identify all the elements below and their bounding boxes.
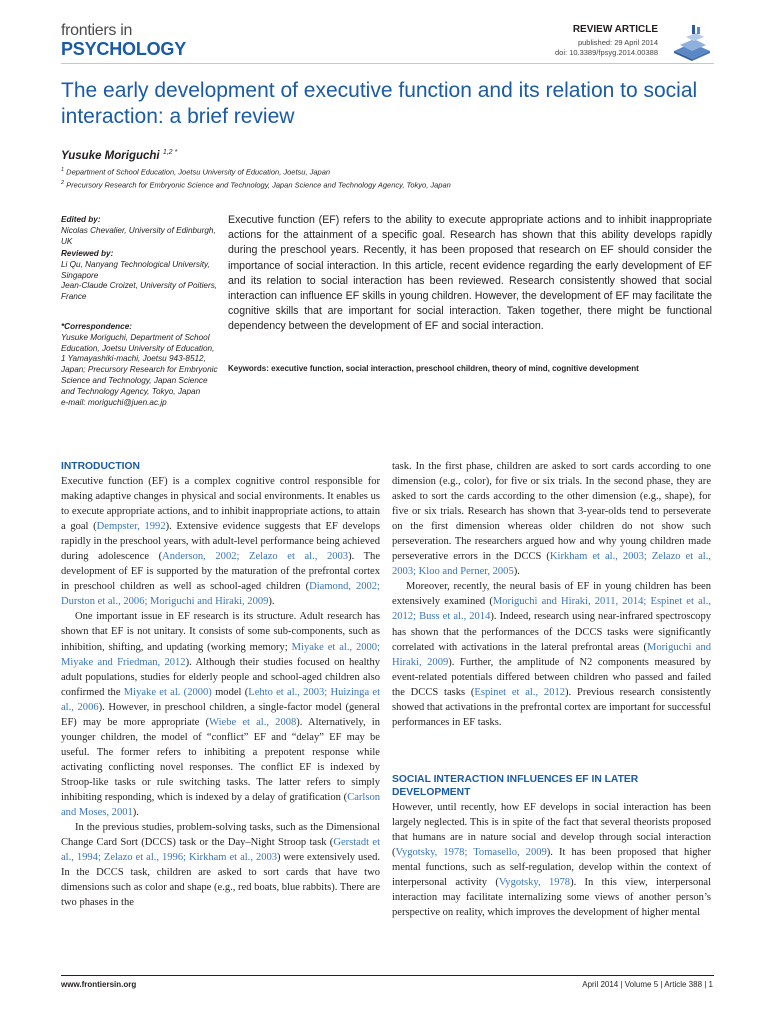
publication-info <box>555 38 658 58</box>
journal-url[interactable]: www.frontiersin.org <box>61 980 137 989</box>
affiliation-1: $^1$ Department of School Education, Joetsu University of Education, Joetsu, Japan <box>61 167 331 177</box>
body-column-left: Executive function (EF) is a complex cognitive control responsible for making adaptive changes in physical and social environments. It enables us to execute appropriate actions, and to inhibit inappropriate actions, to attain a goal (Dempster, 1992). Extensive evidence suggests that EF develops rapidly in the preschool years, with adult-level performance being achieved during adolescence (Anderson, 2002; Zelazo et al., 2003). The development of EF is supported by the maturation of the prefrontal cortex in preschool children as well as school-aged children (Diamond, 2002; Durston et al., 2006; Moriguchi and Hiraki, 2009). One important issue in EF research is its structure. Adult research has shown that EF is not unitary. It consists of some sub-components, such as inhibition, shifting, and updating (working memory; Miyake et al., 2000; Miyake and Friedman, 2012). Although their studies focused on healthy adult populations, studies for elderly people and school-aged children also confirmed the Miyake et al. (2000) model (Lehto et al., 2003; Huizinga et al., 2006). However, in preschool children, a single-factor model (general EF) may be more appropriate (Wiebe et al., 2008). Alternatively, in younger children, the model of “conflict” EF and “delay” EF may be useful. The former refers to inhibiting a prepotent response while activating conflicting novel responses. The conflict EF is indexed by Stroop-like tasks or rule switching tasks. The latter refers to simply inhibiting responding, which is indexed by a delay of gratification (Carlson and Moses, 2001). In the previous studies, problem-solving tasks, such as the Dimensional Change Card Sort (DCCS) task or the Day–Night Stroop task (Gerstadt et al., 1994; Zelazo et al., 1996; Kirkham et al., 2003) were extensively used. In the DCCS task, children are asked to sort cards that have two dimensions such as color and shape (e.g., red boats, blue rabbits). There are two phases in the <box>61 476 381 909</box>
header-divider <box>61 63 714 64</box>
article-title: The early development of executive function and its relation to social interaction: a brief review <box>61 79 698 128</box>
affiliation-2: $^2$ Precursory Research for Embryonic Science and Technology, Japan Science and Technology Agency, Tokyo, Japan <box>61 180 451 190</box>
author-name: Yusuke Moriguchi <box>61 149 160 162</box>
abstract: Executive function (EF) refers to the ability to execute appropriate actions and to inhibit inappropriate actions for the attainment of a specific goal. Research has shown that this ability develops rapidly during the preschool years. Recently, it has been proposed that research on EF should consider the importance of social interaction. In this article, recent evidence regarding the early development of EF and its relation to social interaction has been reviewed. Research consistently showed that social interaction can influence EF skills in young children. However, the development of EF may facilitate the cognitive skills that are important for social interaction. Taken together, there might be functional dependency between the development of EF and social interaction. <box>228 214 712 333</box>
doi: doi: 10.3389/fpsyg.2014.00388 <box>554 48 658 57</box>
journal-logo-line1: frontiers in <box>61 22 133 39</box>
article-type: REVIEW ARTICLE <box>572 24 658 35</box>
stacked-blocks-icon <box>670 23 714 61</box>
published-date: published: 29 April 2014 <box>577 38 658 47</box>
footer-issue-info: April 2014 | Volume 5 | Article 388 | 1 <box>582 980 713 989</box>
correspondence: *Correspondence: Yusuke Moriguchi, Department of School Education, Joetsu University of Education, 1 Yamayashiki-machi, Joetsu 943-8512, Japan; Precursory Research for Embryonic Science and Technology, Japan Science and Technology Agency, Tokyo, Japan e-mail: moriguchi@juen.ac.jp <box>61 322 221 408</box>
keywords: Keywords: executive function, social interaction, preschool children, theory of mind, cognitive development <box>228 364 639 373</box>
section-heading-social-interaction: SOCIAL INTERACTION INFLUENCES EF IN LATER DEVELOPMENT <box>392 774 639 798</box>
edited-by: Edited by: Nicolas Chevalier, University of Edinburgh, UK <box>61 215 216 246</box>
journal-logo-line2: PSYCHOLOGY <box>61 39 187 59</box>
section-heading-introduction: INTRODUCTION <box>61 461 140 472</box>
footer-divider <box>61 975 714 976</box>
body-column-right-section2: However, until recently, how EF develops in social interaction has been largely neglected. This is in spite of the fact that several theorists proposed that humans are in nature social and develop through social interaction (Vygotsky, 1978; Tomasello, 2009). It has been proposed that higher mental functions, such as self-regulation, develop within the context of interpersonal activity (Vygotsky, 1978). In this view, interpersonal interaction may facilitate internalizing some views of another person’s perspective on reality, which improves the development of higher mental <box>392 802 712 919</box>
email[interactable]: e-mail: moriguchi@juen.ac.jp <box>61 397 167 407</box>
body-column-right: task. In the first phase, children are asked to sort cards according to one dimension (e.g., color), for five or six trials. In the second phase, they are asked to sort the cards according to the other dimension (e.g., shape), for five or six trials. Research has shown that 3-year-olds tend to perseverate on the first dimension whereas older children do not show such perseveration. The researchers argued how and why young children made perseverative errors in the DCCS (Kirkham et al., 2003; Zelazo et al., 2003; Kloo and Perner, 2005). Moreover, recently, the neural basis of EF in young children has been extensively examined (Moriguchi and Hiraki, 2011, 2014; Espinet et al., 2012; Buss et al., 2014). Indeed, research using near-infrared spectroscopy has shown that the performances of the DCCS tasks were significantly correlated with activations in the lateral prefrontal areas (Moriguchi and Hiraki, 2009). Further, the amplitude of N2 components measured by event-related potentials differed between children who passed and failed the DCCS tasks (Espinet et al., 2012). Previous research consistently showed that activations in the prefrontal cortex are important for successful performances in EF tasks. <box>392 461 712 728</box>
author <box>61 149 177 162</box>
reviewed-by: Reviewed by: Li Qu, Nanyang Technological University, Singapore Jean-Claude Croizet, University of Poitiers, France <box>61 249 218 302</box>
author-marks: 1,2 * <box>162 149 178 156</box>
